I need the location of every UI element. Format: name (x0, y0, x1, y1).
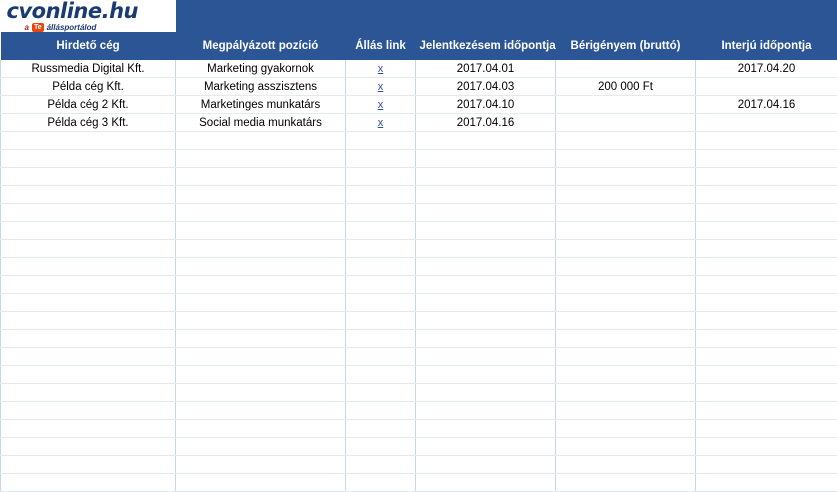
table-row[interactable] (1, 114, 837, 132)
cell-interview-date[interactable] (696, 420, 837, 438)
cell-position[interactable] (176, 348, 346, 366)
cell-applied-date[interactable] (416, 348, 556, 366)
cell-position[interactable] (176, 222, 346, 240)
table-row-empty[interactable] (1, 456, 837, 474)
job-link-anchor[interactable]: x (378, 117, 384, 129)
cell-salary (556, 96, 696, 114)
brand-row (1, 0, 837, 32)
cell-salary[interactable] (556, 204, 696, 222)
cell-company[interactable] (1, 474, 176, 492)
cell-company: Példa cég 3 Kft. (1, 114, 176, 132)
cell-job-link[interactable] (346, 474, 416, 492)
cell-job-link[interactable] (346, 204, 416, 222)
logo-tagline-suffix: állásportálod (47, 24, 97, 32)
cell-interview-date[interactable] (696, 222, 837, 240)
brand-filler-1 (176, 0, 346, 32)
cell-interview-date[interactable] (696, 330, 837, 348)
table-row-empty[interactable] (1, 348, 837, 366)
column-header-job-link: Állás link (346, 32, 416, 60)
cell-salary[interactable] (556, 312, 696, 330)
column-header-salary: Bérigényem (bruttó) (556, 32, 696, 60)
cell-company[interactable] (1, 132, 176, 150)
table-row-empty[interactable] (1, 366, 837, 384)
cell-interview-date (696, 78, 837, 96)
cell-company[interactable] (1, 294, 176, 312)
cell-applied-date[interactable] (416, 402, 556, 420)
cell-job-link[interactable] (346, 438, 416, 456)
cell-interview-date[interactable] (696, 258, 837, 276)
cell-company[interactable] (1, 456, 176, 474)
cell-applied-date[interactable] (416, 366, 556, 384)
cell-company[interactable] (1, 222, 176, 240)
brand-filler-4 (556, 0, 696, 32)
cell-applied-date[interactable] (416, 204, 556, 222)
cell-applied-date: 2017.04.16 (416, 114, 556, 132)
cell-salary[interactable] (556, 132, 696, 150)
cell-interview-date[interactable] (696, 168, 837, 186)
table-row-empty[interactable] (1, 186, 837, 204)
cell-company[interactable] (1, 168, 176, 186)
cell-job-link[interactable] (346, 132, 416, 150)
cell-job-link[interactable] (346, 240, 416, 258)
cell-applied-date[interactable] (416, 438, 556, 456)
column-header-interview-date: Interjú időpontja (696, 32, 837, 60)
cell-applied-date[interactable] (416, 312, 556, 330)
table-row-empty[interactable] (1, 420, 837, 438)
cell-position[interactable] (176, 276, 346, 294)
cell-applied-date[interactable] (416, 294, 556, 312)
cell-company[interactable] (1, 420, 176, 438)
cell-applied-date[interactable] (416, 150, 556, 168)
cell-job-link[interactable] (346, 78, 416, 96)
cell-interview-date[interactable] (696, 276, 837, 294)
cell-interview-date[interactable] (696, 402, 837, 420)
cell-salary[interactable] (556, 150, 696, 168)
cell-job-link[interactable] (346, 294, 416, 312)
cell-position[interactable] (176, 330, 346, 348)
cell-applied-date[interactable] (416, 276, 556, 294)
cell-position: Marketing gyakornok (176, 60, 346, 78)
logo-wordmark: cvonline.hu (7, 1, 138, 22)
cell-position: Marketing asszisztens (176, 78, 346, 96)
column-header-applied-date: Jelentkezésem időpontja (416, 32, 556, 60)
cell-salary[interactable] (556, 294, 696, 312)
table-row-empty[interactable] (1, 132, 837, 150)
cell-salary[interactable] (556, 438, 696, 456)
column-header-position: Megpályázott pozíció (176, 32, 346, 60)
cell-interview-date[interactable] (696, 150, 837, 168)
cell-job-link[interactable] (346, 384, 416, 402)
cell-company[interactable] (1, 186, 176, 204)
cell-company[interactable] (1, 438, 176, 456)
cell-salary[interactable] (556, 348, 696, 366)
cell-salary: 200 000 Ft (556, 78, 696, 96)
cell-job-link[interactable] (346, 330, 416, 348)
cell-applied-date: 2017.04.10 (416, 96, 556, 114)
table-row-empty[interactable] (1, 204, 837, 222)
table-row-empty[interactable] (1, 330, 837, 348)
cell-salary[interactable] (556, 420, 696, 438)
cell-interview-date[interactable] (696, 240, 837, 258)
cell-job-link[interactable] (346, 312, 416, 330)
cell-interview-date[interactable] (696, 474, 837, 492)
job-link-anchor[interactable]: x (378, 63, 384, 75)
cell-company: Russmedia Digital Kft. (1, 60, 176, 78)
cell-salary[interactable] (556, 402, 696, 420)
cell-position[interactable] (176, 420, 346, 438)
cell-salary[interactable] (556, 222, 696, 240)
cell-applied-date: 2017.04.03 (416, 78, 556, 96)
cell-salary[interactable] (556, 186, 696, 204)
cell-company[interactable] (1, 258, 176, 276)
cell-job-link[interactable] (346, 348, 416, 366)
cell-job-link[interactable] (346, 456, 416, 474)
cell-interview-date: 2017.04.20 (696, 60, 837, 78)
cell-applied-date[interactable] (416, 330, 556, 348)
cell-position[interactable] (176, 186, 346, 204)
job-link-anchor[interactable]: x (378, 99, 384, 111)
cell-job-link[interactable] (346, 96, 416, 114)
cell-position[interactable] (176, 294, 346, 312)
cell-company[interactable] (1, 204, 176, 222)
cell-position[interactable] (176, 132, 346, 150)
cell-applied-date[interactable] (416, 186, 556, 204)
cell-salary (556, 60, 696, 78)
cell-applied-date[interactable] (416, 384, 556, 402)
cell-position[interactable] (176, 384, 346, 402)
cell-interview-date[interactable] (696, 312, 837, 330)
logo-tagline-prefix: a (25, 24, 29, 32)
table-row[interactable] (1, 78, 837, 96)
table-row-empty[interactable] (1, 150, 837, 168)
table-row-empty[interactable] (1, 402, 837, 420)
cell-salary[interactable] (556, 258, 696, 276)
cell-applied-date[interactable] (416, 420, 556, 438)
table-header-row (1, 32, 837, 60)
cvonline-logo (7, 0, 138, 32)
cell-applied-date[interactable] (416, 132, 556, 150)
cell-interview-date[interactable] (696, 384, 837, 402)
cell-company[interactable] (1, 366, 176, 384)
cell-interview-date (696, 114, 837, 132)
brand-filler-3 (416, 0, 556, 32)
cell-applied-date[interactable] (416, 258, 556, 276)
cell-job-link[interactable] (346, 420, 416, 438)
cell-company[interactable] (1, 150, 176, 168)
cell-job-link[interactable] (346, 114, 416, 132)
cell-applied-date[interactable] (416, 456, 556, 474)
cell-job-link[interactable] (346, 276, 416, 294)
table-row-empty[interactable] (1, 276, 837, 294)
cell-interview-date[interactable] (696, 348, 837, 366)
cell-position[interactable] (176, 240, 346, 258)
table-row-empty[interactable] (1, 168, 837, 186)
cell-interview-date[interactable] (696, 132, 837, 150)
table-row-empty[interactable] (1, 222, 837, 240)
logo-tagline (7, 23, 138, 32)
cell-interview-date[interactable] (696, 294, 837, 312)
cell-position[interactable] (176, 456, 346, 474)
cell-salary[interactable] (556, 366, 696, 384)
cell-salary (556, 114, 696, 132)
cell-position[interactable] (176, 168, 346, 186)
brand-filler-2 (346, 0, 416, 32)
cell-salary[interactable] (556, 456, 696, 474)
cell-company[interactable] (1, 312, 176, 330)
cell-job-link[interactable] (346, 222, 416, 240)
table-row-empty[interactable] (1, 258, 837, 276)
cell-applied-date[interactable] (416, 168, 556, 186)
cell-company[interactable] (1, 276, 176, 294)
cell-position[interactable] (176, 204, 346, 222)
cell-position[interactable] (176, 150, 346, 168)
cell-company: Példa cég Kft. (1, 78, 176, 96)
logo-container (1, 0, 176, 32)
cell-interview-date[interactable] (696, 366, 837, 384)
cell-position[interactable] (176, 438, 346, 456)
cell-position[interactable] (176, 474, 346, 492)
cell-company[interactable] (1, 330, 176, 348)
cell-position: Marketinges munkatárs (176, 96, 346, 114)
column-header-company: Hirdető cég (1, 32, 176, 60)
cell-applied-date[interactable] (416, 474, 556, 492)
table-row-empty[interactable] (1, 384, 837, 402)
brand-filler-5 (696, 0, 837, 32)
cell-position[interactable] (176, 366, 346, 384)
cell-salary[interactable] (556, 330, 696, 348)
cell-position[interactable] (176, 258, 346, 276)
logo-te-badge: Te (32, 23, 44, 32)
cell-company[interactable] (1, 348, 176, 366)
cell-applied-date[interactable] (416, 222, 556, 240)
table-row[interactable] (1, 96, 837, 114)
cell-company[interactable] (1, 402, 176, 420)
cell-job-link[interactable] (346, 366, 416, 384)
cell-job-link[interactable] (346, 186, 416, 204)
table-row-empty[interactable] (1, 474, 837, 492)
cell-interview-date[interactable] (696, 438, 837, 456)
cell-company: Példa cég 2 Kft. (1, 96, 176, 114)
cell-applied-date: 2017.04.01 (416, 60, 556, 78)
cell-salary[interactable] (556, 276, 696, 294)
cell-position[interactable] (176, 312, 346, 330)
cell-applied-date[interactable] (416, 240, 556, 258)
cell-interview-date[interactable] (696, 186, 837, 204)
cell-job-link[interactable] (346, 168, 416, 186)
cell-interview-date: 2017.04.16 (696, 96, 837, 114)
cell-position: Social media munkatárs (176, 114, 346, 132)
cell-job-link[interactable] (346, 60, 416, 78)
cell-salary[interactable] (556, 240, 696, 258)
table-row-empty[interactable] (1, 438, 837, 456)
cell-job-link[interactable] (346, 258, 416, 276)
table-row-empty[interactable] (1, 294, 837, 312)
cell-company[interactable] (1, 240, 176, 258)
cell-job-link[interactable] (346, 150, 416, 168)
cell-salary[interactable] (556, 474, 696, 492)
table-row[interactable] (1, 60, 837, 78)
cell-salary[interactable] (556, 168, 696, 186)
table-row-empty[interactable] (1, 240, 837, 258)
cell-interview-date[interactable] (696, 456, 837, 474)
cell-position[interactable] (176, 402, 346, 420)
logo-cell (1, 0, 176, 32)
job-link-anchor[interactable]: x (378, 81, 384, 93)
cell-job-link[interactable] (346, 402, 416, 420)
cell-interview-date[interactable] (696, 204, 837, 222)
table-row-empty[interactable] (1, 312, 837, 330)
cell-salary[interactable] (556, 384, 696, 402)
cell-company[interactable] (1, 384, 176, 402)
